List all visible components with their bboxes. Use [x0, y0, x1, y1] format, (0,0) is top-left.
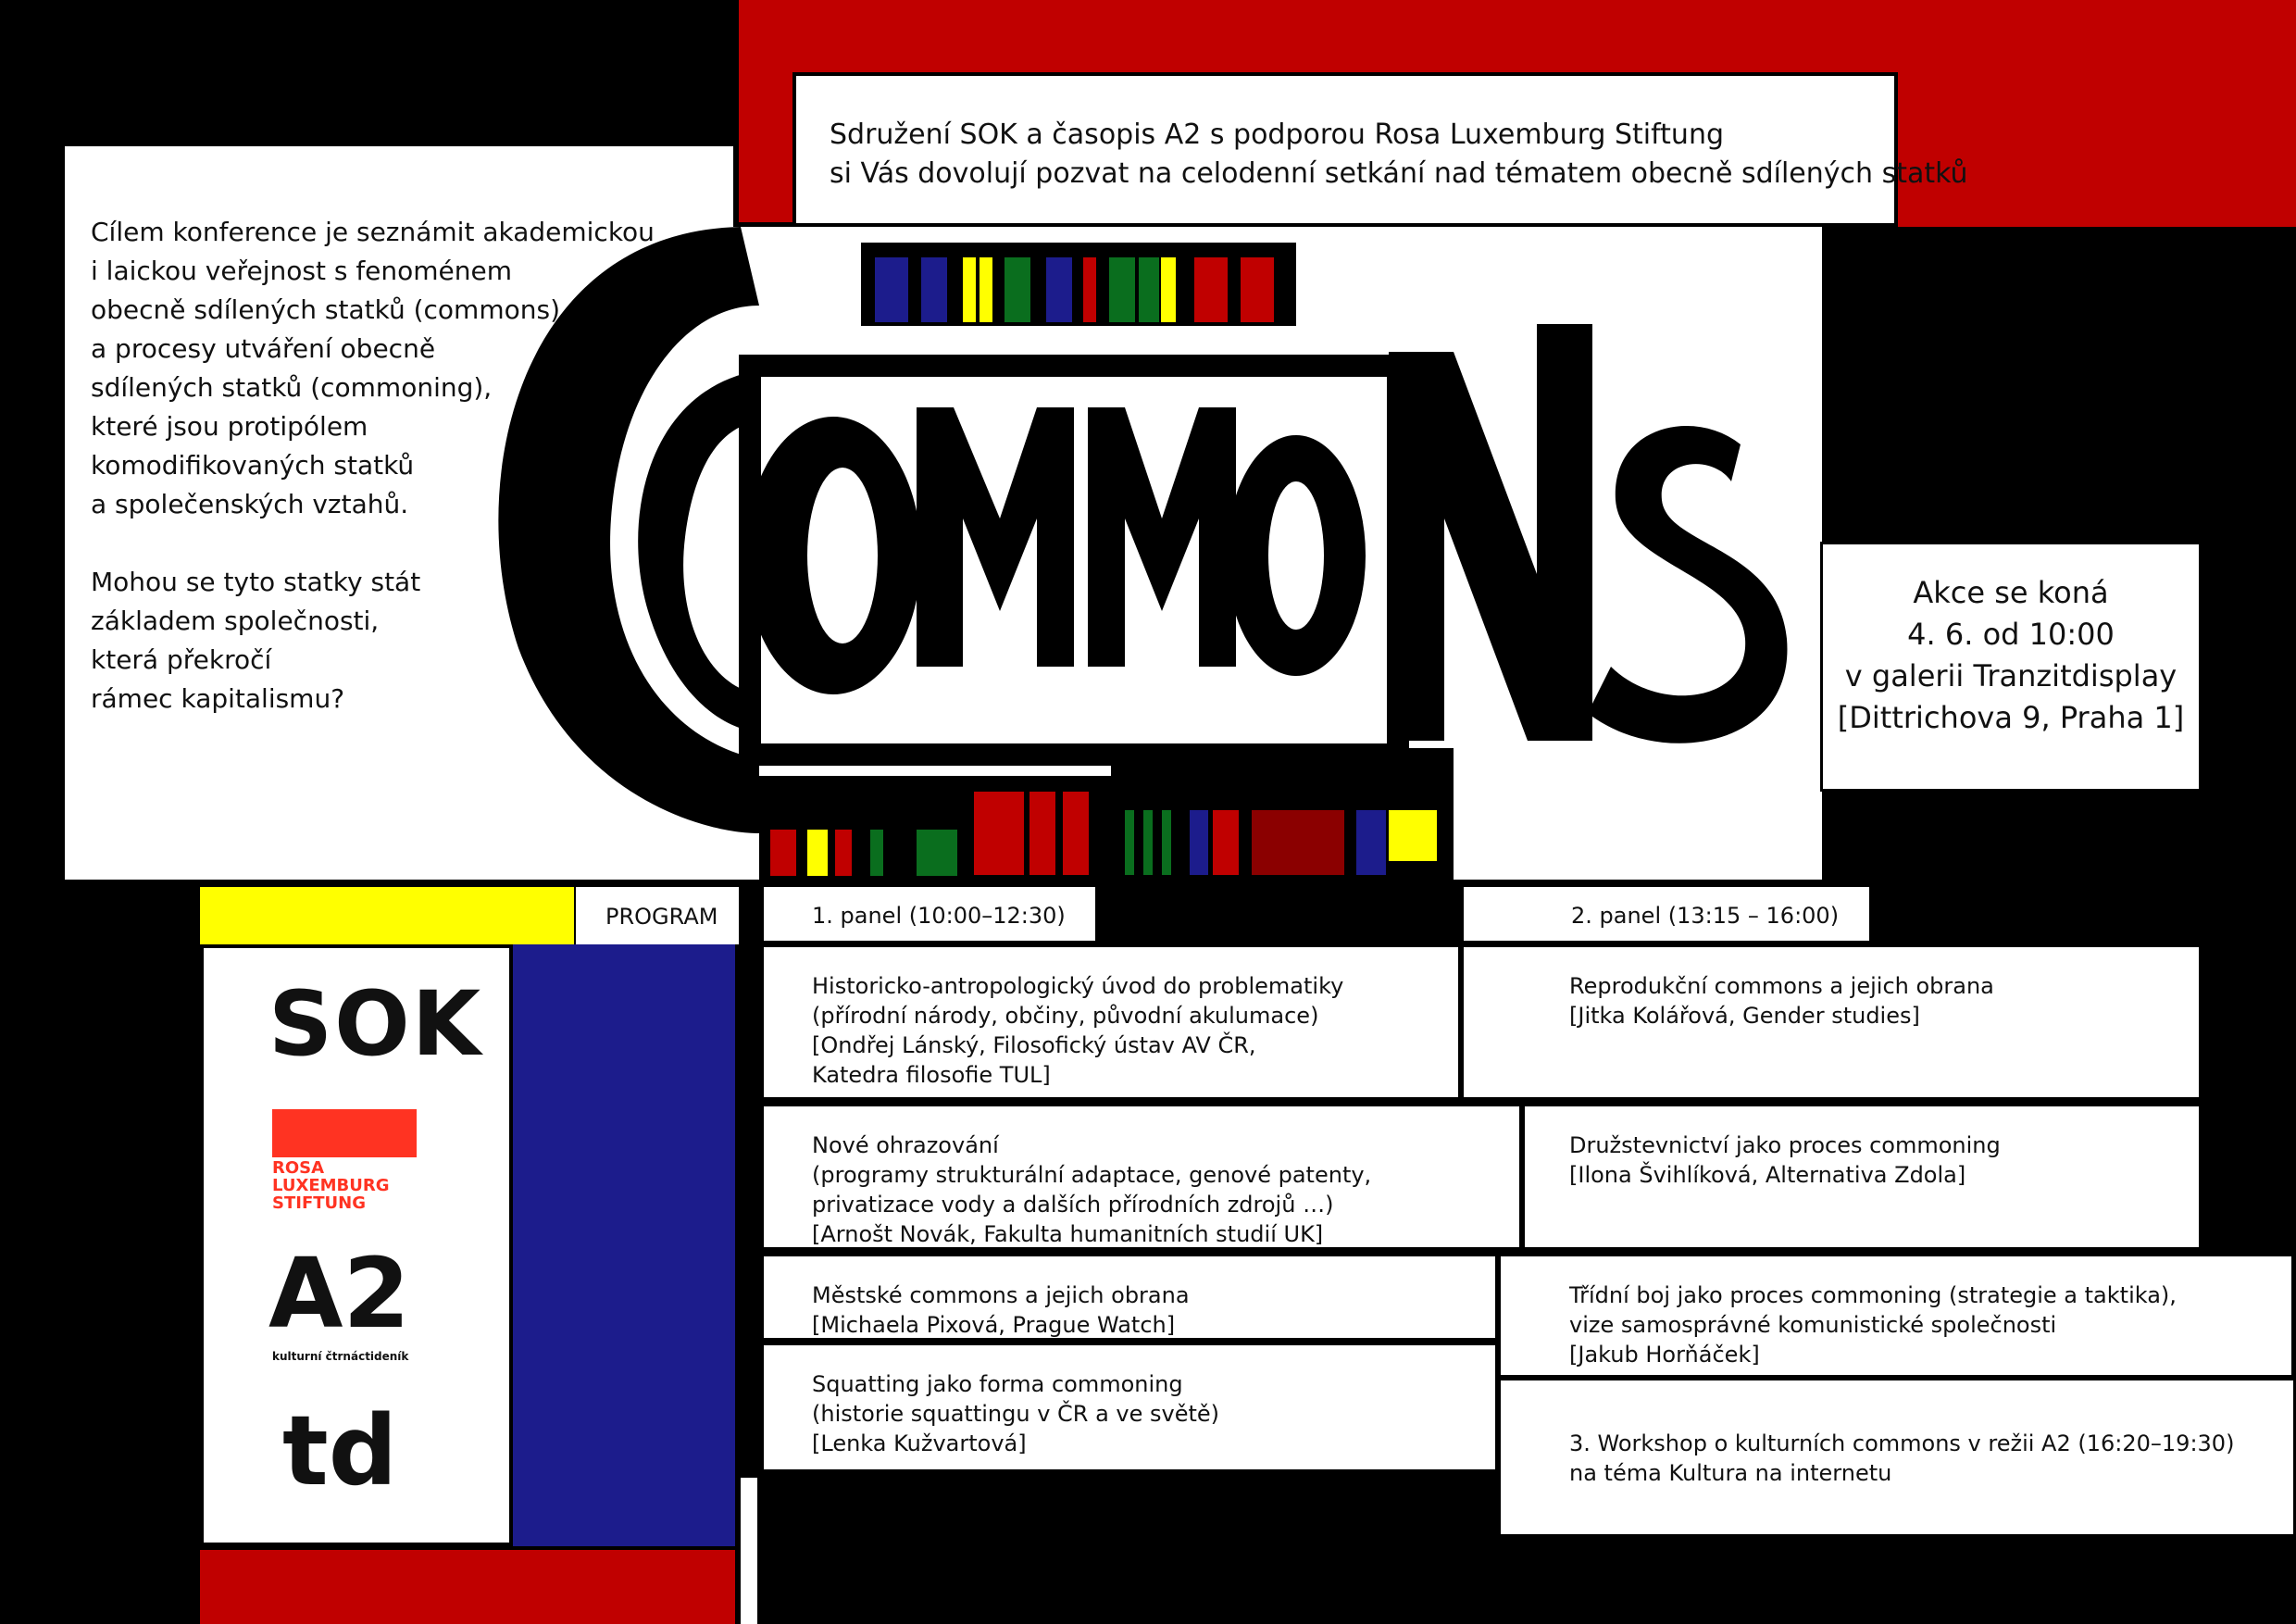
- event-line: [Dittrichova 9, Praha 1]: [1837, 700, 2185, 735]
- sok-logo: SOK: [268, 972, 483, 1076]
- item-line: Historicko-antropologický úvod do problematiky: [812, 973, 1344, 999]
- item-line: [Jitka Kolářová, Gender studies]: [1569, 1003, 1920, 1029]
- rosa-logo-bar: [272, 1109, 417, 1157]
- bar: [1162, 810, 1171, 875]
- a2-subtitle: kulturní čtrnáctideník: [272, 1350, 409, 1363]
- event-line: Akce se koná: [1913, 575, 2109, 610]
- item-line: Squatting jako forma commoning: [812, 1371, 1183, 1397]
- item-line: [Jakub Horňáček]: [1569, 1342, 1760, 1368]
- letter-s: [1588, 426, 1787, 743]
- rosa-logo-line: STIFTUNG: [272, 1193, 366, 1213]
- item-line: [Ilona Švihlíková, Alternativa Zdola]: [1569, 1162, 1966, 1188]
- letter-n: [1389, 324, 1592, 741]
- bar: [1190, 810, 1208, 875]
- intro-line: komodifikovaných statků: [91, 450, 415, 481]
- bar: [1004, 257, 1030, 322]
- panel1-item: [761, 944, 1461, 1100]
- bar: [963, 257, 976, 322]
- item-line: (přírodní národy, občiny, původní akulumace): [812, 1003, 1319, 1029]
- event-box: [1820, 542, 2202, 792]
- item-line: [Lenka Kužvartová]: [812, 1430, 1027, 1456]
- item-line: Katedra filosofie TUL]: [812, 1062, 1051, 1088]
- event-info: [1823, 572, 2199, 739]
- item-line: Městské commons a jejich obrana: [812, 1282, 1190, 1308]
- bar: [770, 830, 796, 876]
- bar: [917, 830, 937, 876]
- item-line: vize samosprávné komunistické společnosti: [1569, 1312, 2057, 1338]
- panel1-item: [761, 1254, 1498, 1341]
- bar: [1083, 257, 1096, 322]
- question-line: která překročí: [91, 644, 272, 675]
- bar: [1356, 810, 1386, 875]
- item-line: (programy strukturální adaptace, genové patenty,: [812, 1162, 1372, 1188]
- bar: [921, 257, 947, 322]
- panel2-item: [1498, 1254, 2294, 1378]
- white-sliver: [741, 1478, 757, 1624]
- bar: [1109, 257, 1135, 322]
- a2-logo: A2: [268, 1237, 410, 1350]
- item-line: [Michaela Pixová, Prague Watch]: [812, 1312, 1176, 1338]
- event-line: 4. 6. od 10:00: [1907, 617, 2115, 652]
- item-line: [Ondřej Lánský, Filosofický ústav AV ČR,: [812, 1032, 1256, 1058]
- bar: [937, 830, 957, 876]
- panel1-item: [761, 1343, 1498, 1472]
- workshop-item: [1498, 1378, 2296, 1537]
- panel1-title-box: [761, 884, 1098, 943]
- rosa-logo-text: [272, 1159, 390, 1212]
- red-block-bottom: [200, 1550, 735, 1624]
- panel2-item: [1522, 1104, 2202, 1250]
- invitation-line-1: Sdružení SOK a časopis A2 s podporou Rosa Luxemburg Stiftung: [830, 119, 1725, 151]
- item-line: Družstevnictví jako proces commoning: [1569, 1132, 2001, 1158]
- td-logo: td: [282, 1394, 398, 1507]
- panel1-item: [761, 1104, 1522, 1250]
- panel2-item: [1461, 944, 2202, 1100]
- bar: [1139, 257, 1159, 322]
- bar: [1194, 257, 1228, 322]
- bar: [974, 792, 1024, 875]
- panel2-title-box: [1461, 884, 1872, 943]
- bar: [1063, 792, 1089, 875]
- bar: [980, 257, 992, 322]
- item-line: na téma Kultura na internetu: [1569, 1460, 1892, 1486]
- rosa-logo-line: ROSA: [272, 1158, 325, 1178]
- rosa-logo-line: LUXEMBURG: [272, 1176, 390, 1195]
- invitation-line-2: si Vás dovolují pozvat na celodenní setkání nad tématem obecně sdílených statků: [830, 157, 1968, 190]
- item-line: Třídní boj jako proces commoning (strategie a taktika),: [1569, 1282, 2177, 1308]
- blue-block: [513, 944, 735, 1546]
- item-line: (historie squattingu v ČR a ve světě): [812, 1401, 1220, 1427]
- intro-line: Cílem konference je seznámit akademickou: [91, 217, 655, 247]
- program-label: PROGRAM: [605, 904, 718, 930]
- bar: [875, 257, 908, 322]
- item-line: 3. Workshop o kulturních commons v režii A2 (16:20–19:30): [1569, 1430, 2235, 1456]
- question-line: základem společnosti,: [91, 606, 380, 636]
- bar: [1252, 810, 1344, 875]
- bar: [1241, 257, 1274, 322]
- yellow-strip: [200, 887, 574, 944]
- bar: [1213, 810, 1239, 875]
- intro-line: a společenských vztahů.: [91, 489, 409, 519]
- item-line: [Arnošt Novák, Fakulta humanitních studií UK]: [812, 1221, 1324, 1247]
- program-label-box: [576, 887, 739, 944]
- bar: [1046, 257, 1072, 322]
- item-line: Reprodukční commons a jejich obrana: [1569, 973, 1994, 999]
- letter-m-2: [1088, 407, 1236, 667]
- intro-text: [91, 213, 655, 718]
- bar: [1125, 810, 1134, 875]
- intro-line: sdílených statků (commoning),: [91, 372, 493, 403]
- item-line: Nové ohrazování: [812, 1132, 999, 1158]
- intro-line: a procesy utváření obecně: [91, 333, 436, 364]
- event-line: v galerii Tranzitdisplay: [1844, 658, 2177, 693]
- question-line: rámec kapitalismu?: [91, 683, 345, 714]
- bar: [1161, 257, 1176, 322]
- panel1-title: 1. panel (10:00–12:30): [812, 903, 1066, 929]
- panel2-title: 2. panel (13:15 – 16:00): [1571, 903, 1840, 929]
- question-line: Mohou se tyto statky stát: [91, 567, 421, 597]
- intro-line: i laickou veřejnost s fenoménem: [91, 256, 513, 286]
- bar: [870, 830, 883, 876]
- bar: [1389, 810, 1437, 861]
- intro-line: které jsou protipólem: [91, 411, 368, 442]
- bar: [835, 830, 852, 876]
- bar: [1143, 810, 1153, 875]
- item-line: privatizace vody a dalších přírodních zdrojů …): [812, 1192, 1334, 1218]
- intro-line: obecně sdílených statků (commons): [91, 294, 560, 325]
- bar: [1029, 792, 1055, 875]
- letter-m-1: [917, 407, 1074, 667]
- bar: [807, 830, 828, 876]
